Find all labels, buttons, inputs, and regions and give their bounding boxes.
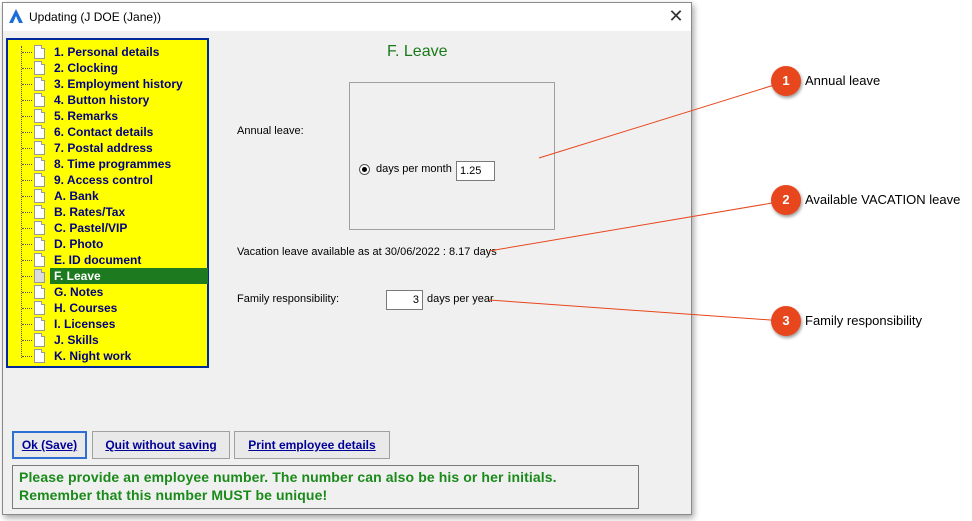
family-responsibility-unit: days per year (427, 293, 494, 305)
callout-line-1 (539, 82, 784, 158)
print-employee-details-button[interactable]: Print employee details (234, 431, 390, 459)
status-line-1: Please provide an employee number. The number can also be his or her initials. (19, 469, 557, 485)
family-responsibility-input[interactable]: 3 (386, 290, 423, 310)
tree-item-label: C. Pastel/VIP (54, 221, 128, 235)
callout-text-3: Family responsibility (805, 313, 923, 328)
tree-item-label: B. Rates/Tax (54, 205, 126, 219)
tree-item-label: E. ID document (54, 253, 142, 267)
vacation-leave-available: Vacation leave available as at 30/06/2022 : 8.17 days (237, 246, 497, 258)
tree-item-label: 2. Clocking (54, 61, 119, 75)
tree-item-label: K. Night work (54, 349, 132, 363)
callout-text-2: Available VACATION leave (805, 192, 961, 207)
tree-item-label: G. Notes (54, 285, 104, 299)
tree-item-label: J. Skills (54, 333, 99, 347)
section-title: F. Leave (387, 43, 448, 60)
callout-text-1: Annual leave (805, 73, 881, 88)
tree-item-label: D. Photo (54, 237, 104, 251)
tree-item-label: 4. Button history (54, 93, 150, 107)
tree-item-label: 3. Employment history (54, 77, 183, 91)
tree-item-label: 5. Remarks (54, 109, 119, 123)
tree-item-label: H. Courses (54, 301, 118, 315)
days-per-month-input[interactable]: 1.25 (456, 161, 495, 181)
callout-line-2 (489, 201, 784, 251)
tree-item-label: 8. Time programmes (54, 157, 172, 171)
tree-item-label: 1. Personal details (54, 45, 160, 59)
window-title: Updating (J DOE (Jane)) (29, 10, 162, 24)
quit-without-saving-button[interactable]: Quit without saving (92, 431, 230, 459)
tree-item-label: F. Leave (50, 268, 208, 284)
tree-item-label: 6. Contact details (54, 125, 154, 139)
ok-save-button[interactable]: Ok (Save) (12, 431, 87, 459)
annual-leave-label: Annual leave: (237, 125, 304, 137)
callout-badge-3: 3 (771, 306, 801, 336)
status-line-2: Remember that this number MUST be unique! (19, 487, 328, 503)
tree-item-label: 7. Postal address (54, 141, 153, 155)
days-per-month-label: days per month (376, 163, 452, 175)
family-responsibility-label: Family responsibility: (237, 293, 340, 305)
tree-item-label: I. Licenses (54, 317, 116, 331)
callout-badge-1: 1 (771, 66, 801, 96)
callout-badge-2: 2 (771, 185, 801, 215)
close-icon[interactable]: ✕ (668, 6, 684, 26)
tree-item-label: 9. Access control (54, 173, 153, 187)
callout-line-3 (489, 300, 784, 321)
tree-item-label: A. Bank (54, 189, 99, 203)
